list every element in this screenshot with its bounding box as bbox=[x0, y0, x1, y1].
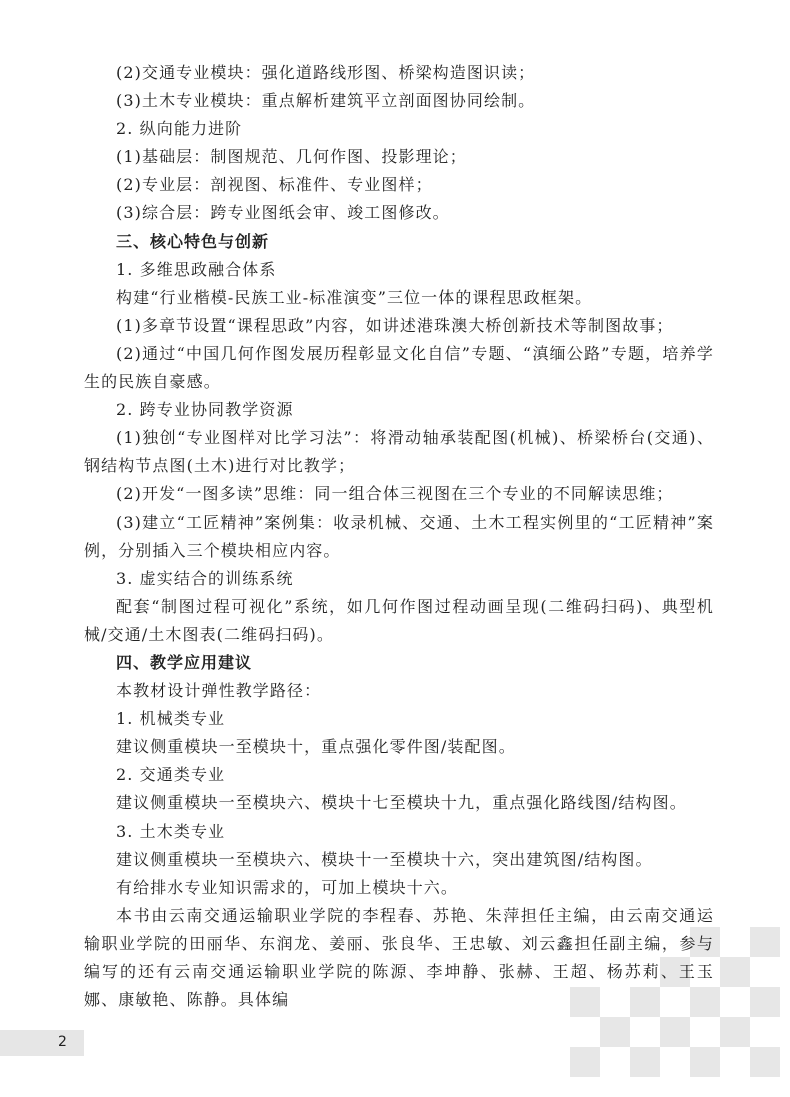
paragraph: 构建“行业楷模-民族工业-标准演变”三位一体的课程思政框架。 bbox=[116, 287, 593, 307]
subsection-title: 1. 多维思政融合体系 bbox=[116, 259, 277, 279]
list-item: (1)基础层：制图规范、几何作图、投影理论； bbox=[116, 147, 467, 167]
section-heading: 三、核心特色与创新 bbox=[116, 231, 270, 251]
paragraph: 建议侧重模块一至模块六、模块十一至模块十六，突出建筑图/结构图。 bbox=[116, 849, 653, 869]
list-item: (2)通过“中国几何作图发展历程彰显文化自信”专题、“滇缅公路”专题，培养学生的民族自豪感。 bbox=[84, 343, 714, 392]
paragraph: 建议侧重模块一至模块六、模块十七至模块十九，重点强化路线图/结构图。 bbox=[116, 793, 687, 813]
page-number: 2 bbox=[58, 1034, 67, 1050]
page-number-tab bbox=[0, 1030, 84, 1056]
subsection-title: 2. 纵向能力进阶 bbox=[116, 119, 243, 139]
paragraph: 建议侧重模块一至模块十，重点强化零件图/装配图。 bbox=[116, 737, 516, 757]
subsection-title: 2. 交通类专业 bbox=[116, 765, 226, 785]
list-item: (3)建立“工匠精神”案例集：收录机械、交通、土木工程实例里的“工匠精神”案例，分别插入三个模块相应内容。 bbox=[84, 512, 714, 560]
paragraph: 本教材设计弹性教学路径： bbox=[116, 681, 322, 701]
paragraph: 配套“制图过程可视化”系统，如几何作图过程动画呈现(二维码扫码)、典型机械/交通/土木图表(二维码扫码)。 bbox=[84, 596, 714, 644]
paragraph: 有给排水专业知识需求的，可加上模块十六。 bbox=[116, 877, 459, 897]
subsection-title: 2. 跨专业协同教学资源 bbox=[116, 400, 294, 420]
list-item: (1)独创“专业图样对比学习法”：将滑动轴承装配图(机械)、桥梁桥台(交通)、钢结构节点图(土木)进行对比教学； bbox=[84, 428, 714, 476]
subsection-title: 1. 机械类专业 bbox=[116, 709, 226, 729]
list-item: (2)交通专业模块：强化道路线形图、桥梁构造图识读； bbox=[116, 63, 536, 82]
list-item: (3)综合层：跨专业图纸会审、竣工图修改。 bbox=[116, 203, 450, 223]
paragraph: 本书由云南交通运输职业学院的李程春、苏艳、朱萍担任主编，由云南交通运输职业学院的田丽华、东润龙、姜丽、张良华、王忠敏、刘云鑫担任副主编，参与编写的还有云南交通运输职业学院的陈源、李坤静、张赫、王超、杨苏莉、王玉娜、康敏艳、陈静。具体编 bbox=[84, 905, 714, 1010]
section-heading: 四、教学应用建议 bbox=[116, 652, 253, 672]
subsection-title: 3. 土木类专业 bbox=[116, 821, 226, 841]
list-item: (2)专业层：剖视图、标准件、专业图样； bbox=[116, 175, 433, 195]
list-item: (3)土木专业模块：重点解析建筑平立剖面图协同绘制。 bbox=[116, 91, 536, 111]
body-text bbox=[84, 59, 714, 1014]
subsection-title: 3. 虚实结合的训练系统 bbox=[116, 568, 294, 588]
list-item: (1)多章节设置“课程思政”内容，如讲述港珠澳大桥创新技术等制图故事； bbox=[116, 315, 674, 335]
list-item: (2)开发“一图多读”思维：同一组合体三视图在三个专业的不同解读思维； bbox=[116, 484, 674, 504]
